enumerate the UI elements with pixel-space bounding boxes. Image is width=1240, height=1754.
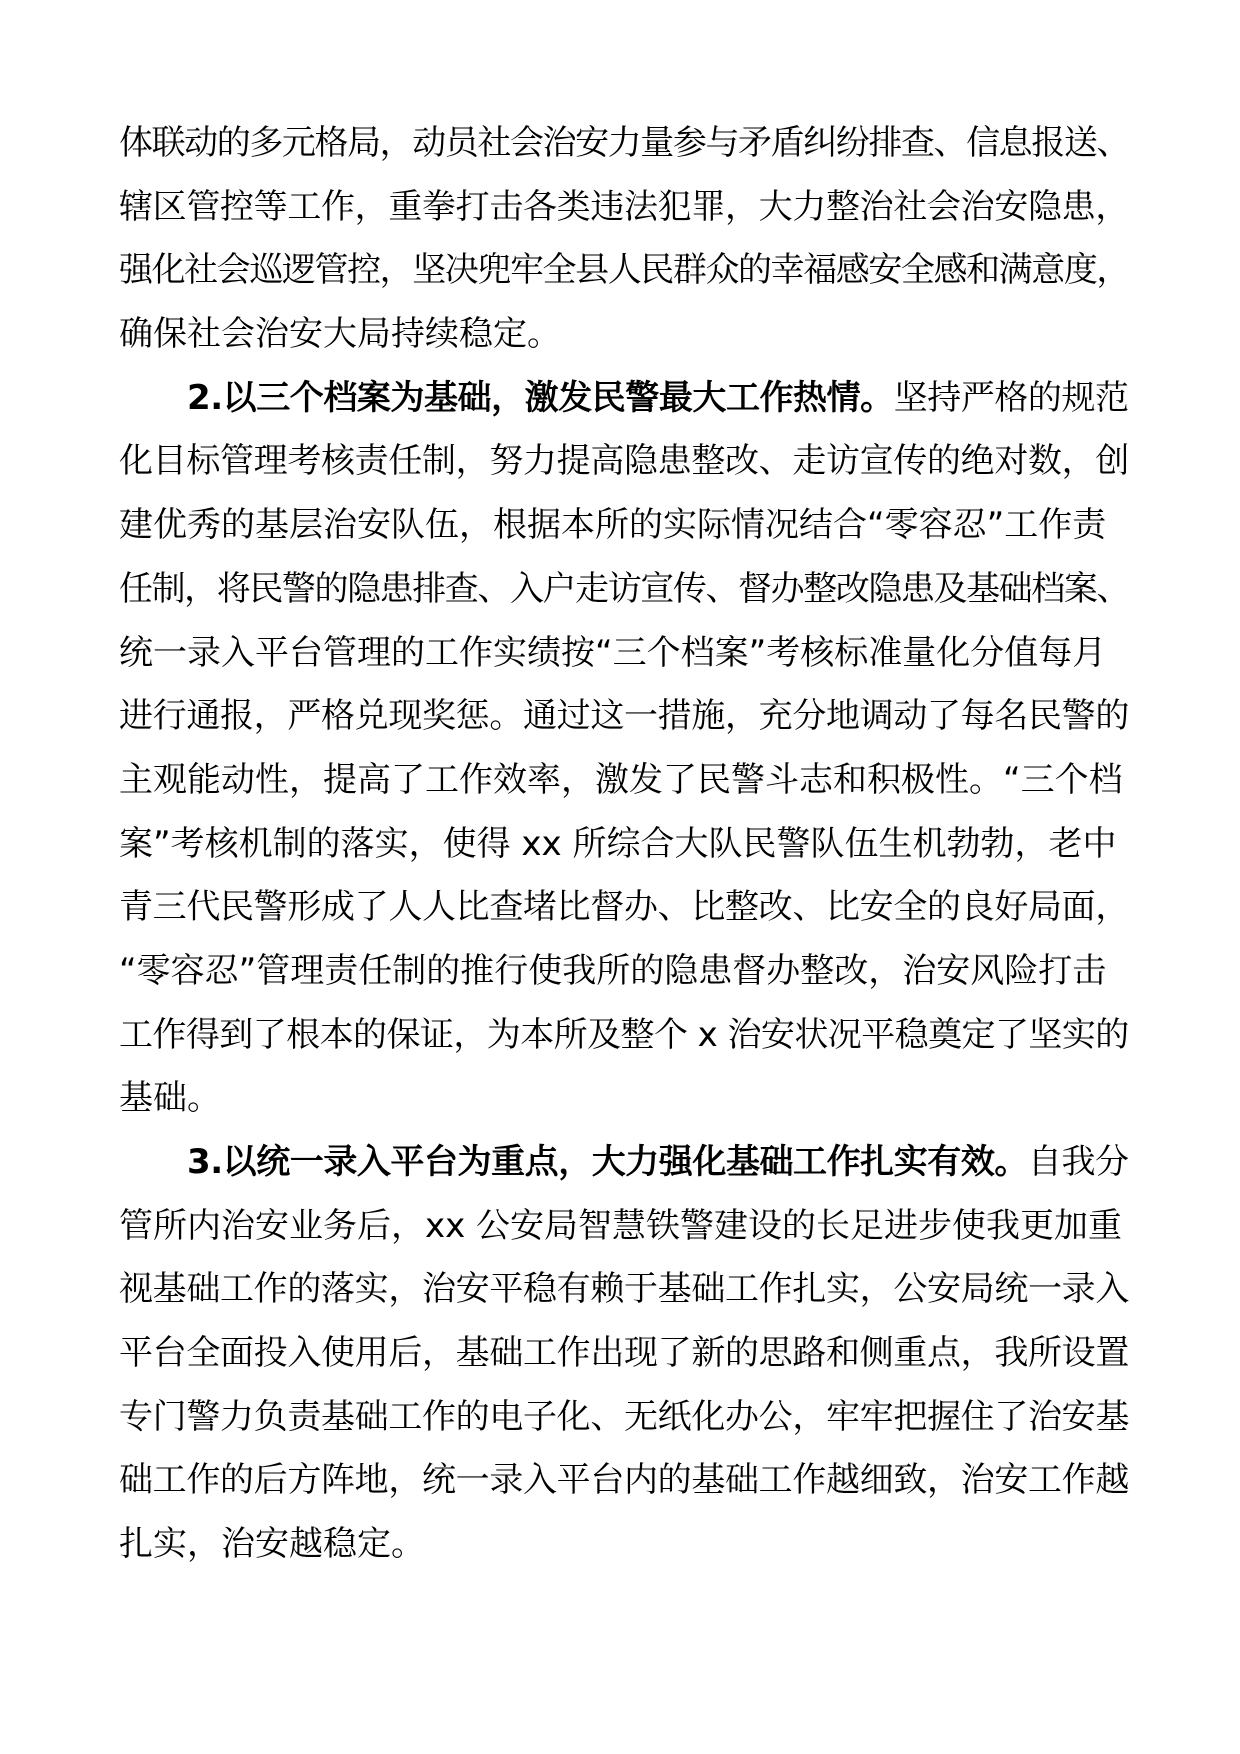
text-line: 基础。	[119, 1078, 221, 1119]
text-line: 青三代民警形成了人人比查堵比督办、比整改、比安全的良好局面，	[119, 887, 1129, 928]
text-line: 任制，将民警的隐患排查、入户走访宣传、督办整改隐患及基础档案、	[119, 568, 1129, 609]
text-line: 础工作的后方阵地，统一录入平台内的基础工作越细致，治安工作越	[119, 1460, 1129, 1501]
text-segment: 自我分	[1027, 1142, 1129, 1182]
text-line: 进行通报，严格兑现奖惩。通过这一措施，充分地调动了每名民警的	[119, 696, 1129, 737]
text-line: 化目标管理考核责任制，努力提高隐患整改、走访宣传的绝对数，创	[119, 441, 1129, 482]
text-line: “零容忍”管理责任制的推行使我所的隐患督办整改，治安风险打击	[119, 950, 1107, 991]
text-line: 工作得到了根本的保证，为本所及整个 x 治安状况平稳奠定了坚实的	[119, 1014, 1129, 1055]
text-line: 确保社会治安大局持续稳定。	[119, 314, 561, 355]
text-line: 管所内治安业务后，xx 公安局智慧铁警建设的长足进步使我更加重	[119, 1205, 1123, 1246]
paragraph-1	[119, 112, 1129, 367]
text-line: 视基础工作的落实，治安平稳有赖于基础工作扎实，公安局统一录入	[119, 1269, 1129, 1310]
text-line: 平台全面投入使用后，基础工作出现了新的思路和侧重点，我所设置	[119, 1333, 1129, 1374]
text-line: 体联动的多元格局，动员社会治安力量参与矛盾纠纷排查、信息报送、	[119, 123, 1129, 163]
paragraph-first-line	[119, 367, 1129, 431]
text-line: 专门警力负责基础工作的电子化、无纸化办公，牢牢把握住了治安基	[119, 1396, 1129, 1437]
text-line: 建优秀的基层治安队伍，根据本所的实际情况结合“零容忍”工作责	[119, 505, 1107, 546]
section-heading-3: 3.以统一录入平台为重点，大力强化基础工作扎实有效。	[187, 1142, 1028, 1182]
paragraph-2	[119, 367, 1129, 1131]
paragraph-first-line	[119, 1131, 1129, 1195]
text-segment: 坚持严格的规范	[893, 377, 1129, 418]
text-line: 辖区管控等工作，重拳打击各类违法犯罪，大力整治社会治安隐患，	[119, 186, 1129, 227]
text-line: 扎实，治安越稳定。	[119, 1524, 425, 1565]
text-line: 案”考核机制的落实，使得 xx 所综合大队民警队伍生机勃勃，老中	[119, 823, 1117, 864]
text-line: 统一录入平台管理的工作实绩按“三个档案”考核标准量化分值每月	[119, 632, 1107, 673]
paragraph-3	[119, 1131, 1129, 1577]
text-line: 主观能动性，提高了工作效率，激发了民警斗志和积极性。“三个档	[119, 759, 1123, 800]
section-heading-2: 2.以三个档案为基础，激发民警最大工作热情。	[187, 377, 894, 418]
document-body	[119, 112, 1129, 1577]
text-line: 强化社会巡逻管控，坚决兜牢全县人民群众的幸福感安全感和满意度，	[119, 250, 1129, 291]
